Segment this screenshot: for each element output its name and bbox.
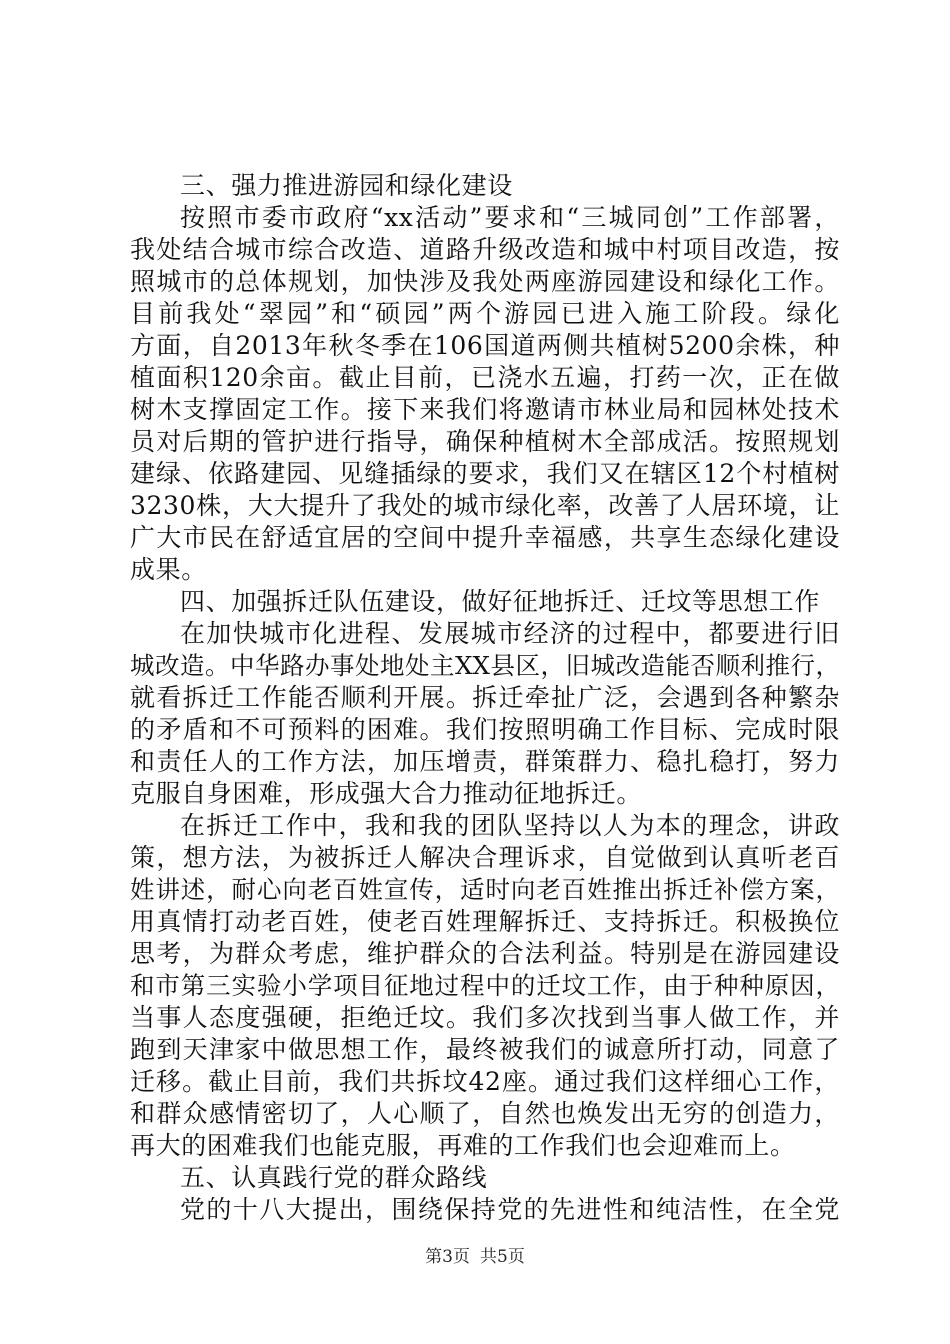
text-line: 我处结合城市综合改造、道路升级改造和城中村项目改造，按 (130, 235, 840, 264)
text-line: 植面积120余亩。截止目前，已浇水五遍，打药一次，正在做 (130, 363, 840, 392)
text-line: 克服自身困难，形成强大合力推动征地拆迁。 (130, 779, 643, 808)
text-line: 目前我处“翠园”和“硕园”两个游园已进入施工阶段。绿化 (130, 299, 840, 328)
text-line: 3230株，大大提升了我处的城市绿化率，改善了人居环境，让 (130, 491, 840, 520)
text-line: 跑到天津家中做思想工作，最终被我们的诚意所打动，同意了 (130, 1035, 840, 1064)
text-line: 员对后期的管护进行指导，确保种植树木全部成活。按照规划 (130, 427, 840, 456)
page-number: 第3页 (425, 1247, 470, 1267)
page-total: 共5页 (480, 1247, 525, 1267)
text-line: 三、强力推进游园和绿化建设 (180, 171, 513, 200)
text-line: 按照市委市政府“xx活动”要求和“三城同创”工作部署， (180, 203, 840, 232)
text-line: 广大市民在舒适宜居的空间中提升幸福感，共享生态绿化建设 (130, 523, 840, 552)
text-line: 建绿、依路建园、见缝插绿的要求，我们又在辖区12个村植树 (130, 459, 840, 488)
text-line: 成果。 (130, 555, 207, 584)
text-line: 策，想方法，为被拆迁人解决合理诉求，自觉做到认真听老百 (130, 843, 840, 872)
text-line: 五、认真践行党的群众路线 (180, 1163, 488, 1192)
text-line: 姓讲述，耐心向老百姓宣传，适时向老百姓推出拆迁补偿方案， (130, 875, 840, 904)
text-line: 迁移。截止目前，我们共拆坟42座。通过我们这样细心工作， (130, 1067, 840, 1096)
text-line: 思考，为群众考虑，维护群众的合法利益。特别是在游园建设 (130, 939, 840, 968)
text-line: 再大的困难我们也能克服，再难的工作我们也会迎难而上。 (130, 1131, 796, 1160)
text-line: 的矛盾和不可预料的困难。我们按照明确工作目标、完成时限 (130, 715, 840, 744)
text-line: 当事人态度强硬，拒绝迁坟。我们多次找到当事人做工作，并 (130, 1003, 840, 1032)
text-line: 方面，自2013年秋冬季在106国道两侧共植树5200余株，种 (130, 331, 840, 360)
text-line: 城改造。中华路办事处地处主XX县区，旧城改造能否顺利推行， (130, 651, 840, 680)
text-line: 照城市的总体规划，加快涉及我处两座游园建设和绿化工作。 (130, 267, 840, 296)
page-footer (0, 1247, 950, 1267)
text-line: 和责任人的工作方法，加压增责，群策群力、稳扎稳打，努力 (130, 747, 840, 776)
text-line: 用真情打动老百姓，使老百姓理解拆迁、支持拆迁。积极换位 (130, 907, 840, 936)
document-body (130, 170, 840, 1226)
text-line: 四、加强拆迁队伍建设，做好征地拆迁、迁坟等思想工作 (180, 587, 821, 616)
text-line: 在拆迁工作中，我和我的团队坚持以人为本的理念，讲政 (180, 811, 840, 840)
text-line: 在加快城市化进程、发展城市经济的过程中，都要进行旧 (180, 619, 840, 648)
text-line: 就看拆迁工作能否顺利开展。拆迁牵扯广泛，会遇到各种繁杂 (130, 683, 840, 712)
text-line: 党的十八大提出，围绕保持党的先进性和纯洁性，在全党 (180, 1195, 840, 1224)
text-line: 和群众感情密切了，人心顺了，自然也焕发出无穷的创造力， (130, 1099, 840, 1128)
text-line: 树木支撑固定工作。接下来我们将邀请市林业局和园林处技术 (130, 395, 840, 424)
text-line: 和市第三实验小学项目征地过程中的迁坟工作，由于种种原因， (130, 971, 840, 1000)
